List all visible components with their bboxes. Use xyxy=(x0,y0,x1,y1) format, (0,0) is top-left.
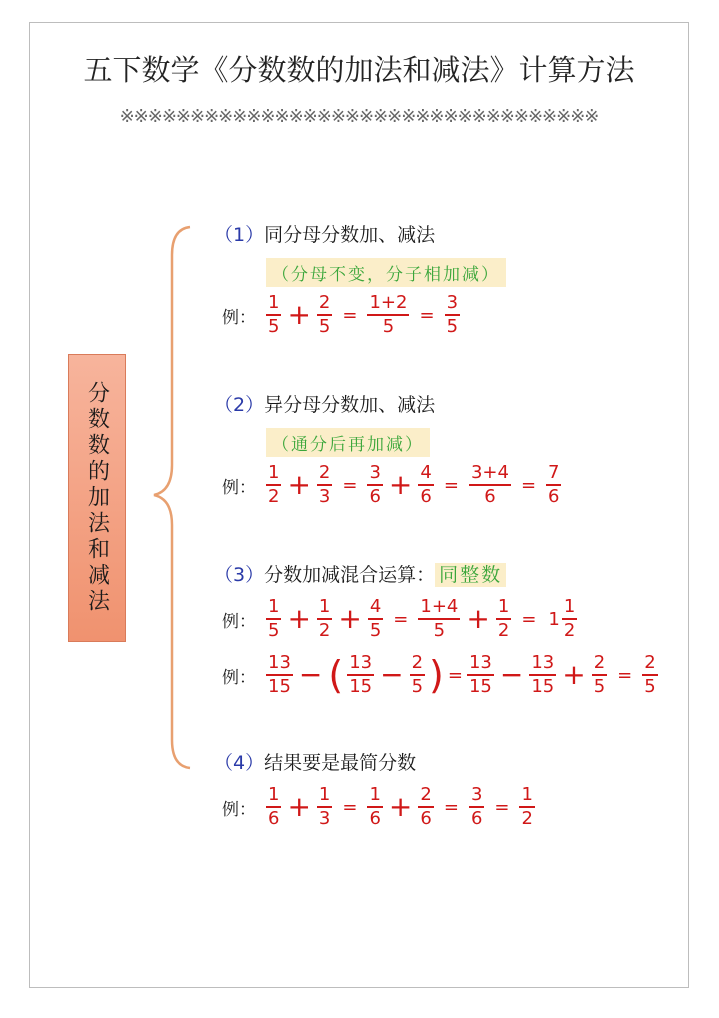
fraction: $\frac{13}{15}$ xyxy=(468,652,492,697)
section-3-number: （3） xyxy=(214,564,265,586)
example-4 xyxy=(222,784,537,830)
equals-sign: = xyxy=(617,664,633,686)
decorative-divider: ※※※※※※※※※※※※※※※※※※※※※※※※※※※※※※※※※※ xyxy=(119,106,599,127)
plus-sign: + xyxy=(388,790,413,823)
right-paren: ) xyxy=(429,653,444,697)
fraction: $\frac{3}{6}$ xyxy=(369,462,381,507)
section-3-heading xyxy=(214,560,506,587)
plus-sign: + xyxy=(287,602,311,635)
page-title: 五下数学《分数数的加法和减法》计算方法 xyxy=(83,53,635,87)
example-label: 例： xyxy=(222,799,256,820)
fraction: $\frac{13}{15}$ xyxy=(349,652,373,697)
section-2-number: （2） xyxy=(214,394,265,416)
equals-sign: = xyxy=(419,304,435,326)
example-label: 例： xyxy=(222,667,256,688)
example-3a xyxy=(222,596,579,642)
example-2 xyxy=(222,462,563,508)
section-4-title: 结果要是最简分数 xyxy=(264,752,417,774)
fraction: $\frac{2}{5}$ xyxy=(318,292,331,337)
fraction: $\frac{1}{2}$ xyxy=(521,784,533,829)
example-label: 例： xyxy=(222,307,256,328)
fraction: $\frac{1}{3}$ xyxy=(318,784,331,829)
plus-sign: + xyxy=(338,602,362,635)
fraction: $\frac{7}{6}$ xyxy=(548,462,560,507)
fraction: $\frac{2}{5}$ xyxy=(411,652,424,697)
plus-sign: + xyxy=(562,658,586,691)
fraction: $\frac{4}{5}$ xyxy=(369,596,382,641)
example-label: 例： xyxy=(222,477,256,498)
fraction: $\frac{1}{2}$ xyxy=(268,462,280,507)
minus-sign: − xyxy=(298,658,323,691)
equals-sign: = xyxy=(521,608,537,630)
fraction: $\frac{1+4}{5}$ xyxy=(420,596,459,641)
example-1 xyxy=(222,292,462,338)
plus-sign: + xyxy=(287,468,311,501)
equals-sign: = xyxy=(447,664,463,686)
section-4-number: （4） xyxy=(214,752,265,774)
example-3b xyxy=(222,652,660,698)
plus-sign: + xyxy=(466,602,490,635)
fraction: $\frac{1}{2}$ xyxy=(563,596,576,641)
fraction: $\frac{1+2}{5}$ xyxy=(369,292,408,337)
section-3-title: 分数加减混合运算： xyxy=(264,564,436,586)
equals-sign: = xyxy=(393,608,409,630)
fraction: $\frac{2}{6}$ xyxy=(420,784,432,829)
section-1-heading xyxy=(214,220,435,247)
fraction: $\frac{3}{5}$ xyxy=(446,292,459,337)
example-label: 例： xyxy=(222,611,256,632)
equals-sign: = xyxy=(443,474,459,496)
plus-sign: + xyxy=(287,790,311,823)
section-4-heading xyxy=(214,748,416,775)
fraction: $\frac{1}{2}$ xyxy=(497,596,510,641)
fraction: $\frac{2}{3}$ xyxy=(318,462,331,507)
equals-sign: = xyxy=(443,796,459,818)
section-1-number: （1） xyxy=(214,224,265,246)
fraction: $\frac{13}{15}$ xyxy=(531,652,555,697)
equals-sign: = xyxy=(494,796,510,818)
section-3-tip: 同整数 xyxy=(435,563,506,587)
section-2-title: 异分母分数加、减法 xyxy=(264,394,436,416)
section-2-heading xyxy=(214,390,435,417)
topic-label-box xyxy=(68,354,126,642)
fraction: $\frac{3+4}{6}$ xyxy=(470,462,509,507)
fraction: $\frac{13}{15}$ xyxy=(268,652,291,697)
left-paren: ( xyxy=(328,653,344,697)
topic-label: 分数数的加法和减法 xyxy=(84,381,110,615)
minus-sign: − xyxy=(380,658,404,691)
minus-sign: − xyxy=(499,658,524,691)
fraction: $\frac{1}{6}$ xyxy=(369,784,381,829)
fraction: $\frac{1}{2}$ xyxy=(318,596,331,641)
section-1-title: 同分母分数加、减法 xyxy=(264,224,436,246)
equals-sign: = xyxy=(342,474,358,496)
equals-sign: = xyxy=(520,474,537,496)
equals-sign: = xyxy=(342,796,358,818)
section-1-tip: （分母不变，分子相加减） xyxy=(266,258,506,287)
whole-number: 1 xyxy=(548,608,560,630)
fraction: $\frac{1}{5}$ xyxy=(268,596,280,641)
fraction: $\frac{3}{6}$ xyxy=(470,784,483,829)
fraction: $\frac{1}{6}$ xyxy=(268,784,280,829)
plus-sign: + xyxy=(287,298,311,331)
section-2-tip: （通分后再加减） xyxy=(266,428,430,457)
fraction: $\frac{2}{5}$ xyxy=(593,652,606,697)
equals-sign: = xyxy=(342,304,358,326)
fraction: $\frac{4}{6}$ xyxy=(420,462,432,507)
curly-brace xyxy=(150,225,196,770)
plus-sign: + xyxy=(388,468,413,501)
fraction: $\frac{1}{5}$ xyxy=(268,292,280,337)
fraction: $\frac{2}{5}$ xyxy=(644,652,656,697)
